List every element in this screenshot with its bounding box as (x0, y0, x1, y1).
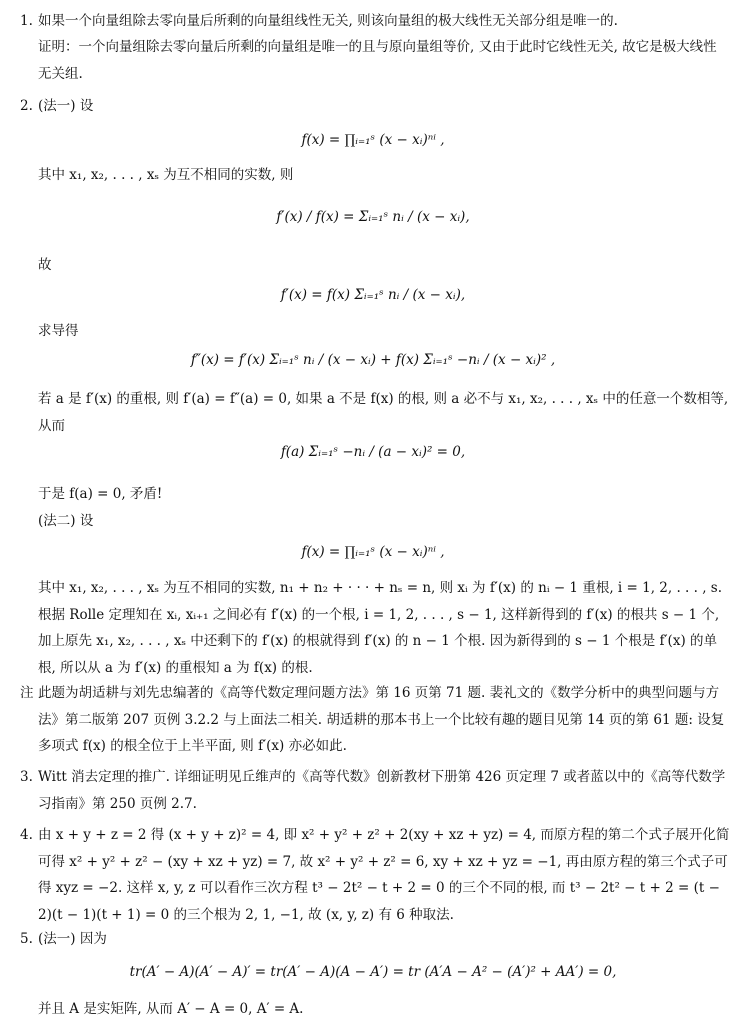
item-3-text: Witt 消去定理的推广. 详细证明见丘维声的《高等代数》创新教材下册第 426 页定理 7 或者蓝以中的《高等代数学习指南》第 250 页例 2.7. (38, 769, 726, 812)
equation-log-derivative: f′(x) / f(x) = Σᵢ₌₁ˢ nᵢ / (x − xᵢ), (276, 209, 470, 225)
item-2-multiple-root: 若 a 是 f′(x) 的重根, 则 f′(a) = f″(a) = 0, 如果 a 不是 f(x) 的根, 则 a 必不与 x₁, x₂, . . . , xₛ 中的任意一个数相等, 从而 (38, 391, 729, 434)
item-5-number: 5. (20, 931, 33, 947)
item-1-statement: 如果一个向量组除去零向量后所剩的向量组线性无关, 则该向量组的极大线性无关部分组是唯一的. (38, 13, 618, 29)
note-text: 此题为胡适耕与刘先忠编著的《高等代数定理问题方法》第 16 页第 71 题. 裴礼文的《数学分析中的典型问题与方法》第二版第 207 页例 3.2.2 与上面法二相关. 胡适耕的那本书上一个比较有趣的题目见第 14 页的第 61 题: 设复多项式 f(x) 的根全位于上半平面, 则 f′(x) 亦必如此. (38, 685, 725, 754)
item-2-so: 故 (38, 257, 52, 273)
item-1-number: 1. (20, 13, 33, 29)
item-5-conclusion: 并且 A 是实矩阵, 从而 A′ − A = 0, A′ = A. (38, 1001, 304, 1017)
item-2-contradiction: 于是 f(a) = 0, 矛盾! (38, 486, 163, 502)
item-4-text: 由 x + y + z = 2 得 (x + y + z)² = 4, 即 x² + y² + z² + 2(xy + xz + yz) = 4, 而原方程的第二个式子展开化简可得 x² + y² + z² − (xy + xz + yz) = 7, 故 x² + y² + z² = 6, xy + xz + yz = −1, 再由原方程的第三个式子可得 xyz = −2. 这样 x, y, z 可以看作三次方程 t³ − 2t² − t + 2 = 0 的三个不同的根, 而 t³ − 2t² − t + 2 = (t − 2)(t − 1)(t + 1) = 0 的三个根为 2, 1, −1, 故 (x, y, z) 有 6 种取法. (38, 827, 730, 923)
equation-f-a-sum: f(a) Σᵢ₌₁ˢ −nᵢ / (a − xᵢ)² = 0, (280, 444, 466, 460)
note-label: 注 (20, 685, 34, 701)
item-2-method2-intro: (法二) 设 (38, 513, 94, 529)
equation-f-prime: f′(x) = f(x) Σᵢ₌₁ˢ nᵢ / (x − xᵢ), (280, 287, 466, 303)
item-2-number: 2. (20, 98, 33, 114)
item-5-intro: (法一) 因为 (38, 931, 107, 947)
item-4-number: 4. (20, 827, 33, 843)
item-3-number: 3. (20, 769, 33, 785)
item-2-distinct-roots: 其中 x₁, x₂, . . . , xₛ 为互不相同的实数, 则 (38, 167, 294, 183)
equation-f-double-prime: f″(x) = f′(x) Σᵢ₌₁ˢ nᵢ / (x − xᵢ) + f(x) Σᵢ₌₁ˢ −nᵢ / (x − xᵢ)² , (190, 352, 556, 368)
item-2-method2-text: 其中 x₁, x₂, . . . , xₛ 为互不相同的实数, n₁ + n₂ + · · · + nₛ = n, 则 xᵢ 为 f′(x) 的 nᵢ − 1 重根, i = 1, 2, . . . , s. 根据 Rolle 定理知在 xᵢ, xᵢ₊₁ 之间必有 f′(x) 的一个根, i = 1, 2, . . . , s − 1, 这样新得到的 f′(x) 的根共 s − 1 个, 加上原先 x₁, x₂, . . . , xₛ 中还剩下的 f′(x) 的根就得到 f′(x) 的 n − 1 个根. 因为新得到的 s − 1 个根是 f′(x) 的单根, 所以从 a 为 f′(x) 的重根知 a 为 f(x) 的根. (38, 580, 723, 676)
equation-f-product-2: f(x) = ∏ᵢ₌₁ˢ (x − xᵢ)ⁿⁱ , (301, 544, 445, 560)
item-2-derive: 求导得 (38, 323, 79, 339)
item-2-method1-intro: (法一) 设 (38, 98, 94, 114)
item-1-proof: 证明：一个向量组除去零向量后所剩的向量组是唯一的且与原向量组等价, 又由于此时它线性无关, 故它是极大线性无关组. (38, 39, 717, 82)
equation-f-product: f(x) = ∏ᵢ₌₁ˢ (x − xᵢ)ⁿⁱ , (301, 132, 445, 148)
equation-trace: tr(A′ − A)(A′ − A)′ = tr(A′ − A)(A − A′) = tr (A′A − A² − (A′)² + AA′) = 0, (129, 964, 617, 980)
